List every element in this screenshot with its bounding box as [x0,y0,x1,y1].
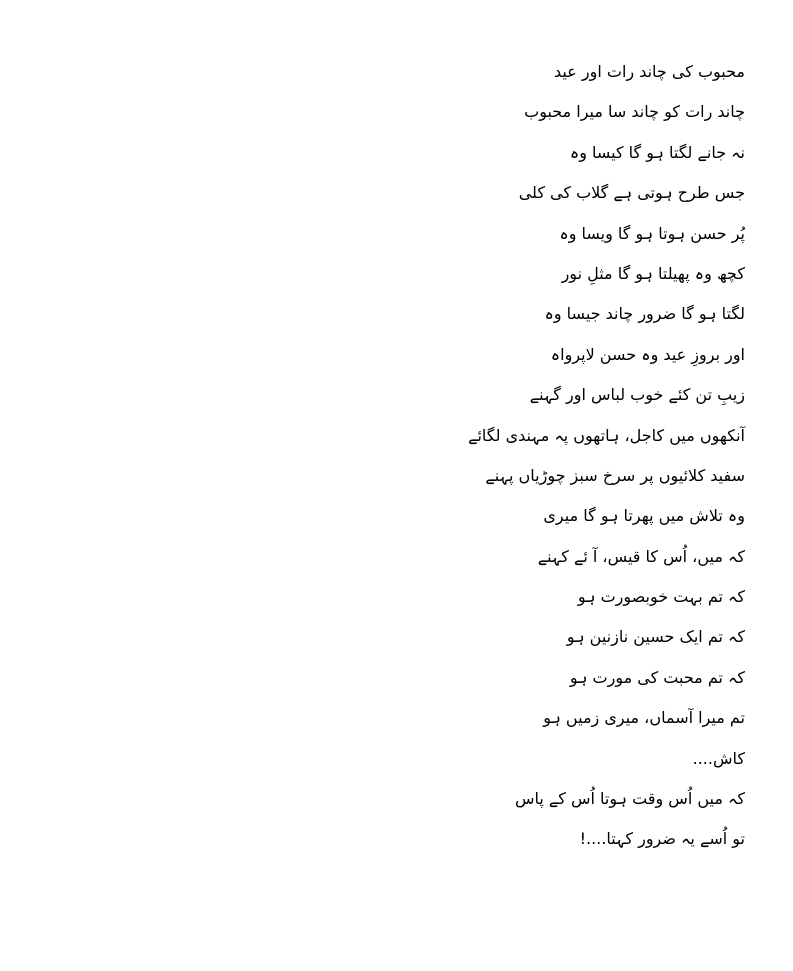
poem-line: زیبِ تن کئے خوب لباس اور گہنے [529,385,745,405]
poem-line: جس طرح ہوتی ہے گلاب کی کلی [518,183,745,203]
poem-line: کہ تم بہت خوبصورت ہو [577,587,745,607]
poem-line: کاش.... [692,748,745,768]
poem-line: لگتا ہو گا ضرور چاند جیسا وہ [544,304,745,324]
poem-line: اور بروزِ عید وہ حسن لاپرواہ [550,344,745,364]
poem-line: تو اُسے یہ ضرور کہتا....! [579,829,745,849]
poem-line: آنکھوں میں کاجل، ہاتھوں پہ مہندی لگائے [468,425,745,445]
poem-line: کہ تم ایک حسین نازنین ہو [566,627,745,647]
poem-line: کہ میں اُس وقت ہوتا اُس کے پاس [514,789,745,809]
poem [468,52,745,860]
poem-line: محبوب کی چاند رات اور عید [554,62,745,81]
poem-line: وہ تلاش میں پھرتا ہو گا میری [543,506,745,526]
poem-line: چاند رات کو چاند سا میرا محبوب [524,102,745,122]
poem-line: پُر حسن ہوتا ہو گا ویسا وہ [559,223,745,243]
poem-line: نہ جانے لگتا ہو گا کیسا وہ [569,142,745,162]
poem-line: تم میرا آسماں، میری زمیں ہو [543,708,745,728]
poem-line: کچھ وہ پھیلتا ہو گا مثلِ نور [561,263,745,283]
poem-line: کہ میں، اُس کا قیس، آ ئے کہنے [537,546,745,566]
poem-line: کہ تم محبت کی مورت ہو [569,667,745,687]
poem-line: سفید کلائیوں پر سرخ سبز چوڑیاں پہنے [485,465,745,485]
